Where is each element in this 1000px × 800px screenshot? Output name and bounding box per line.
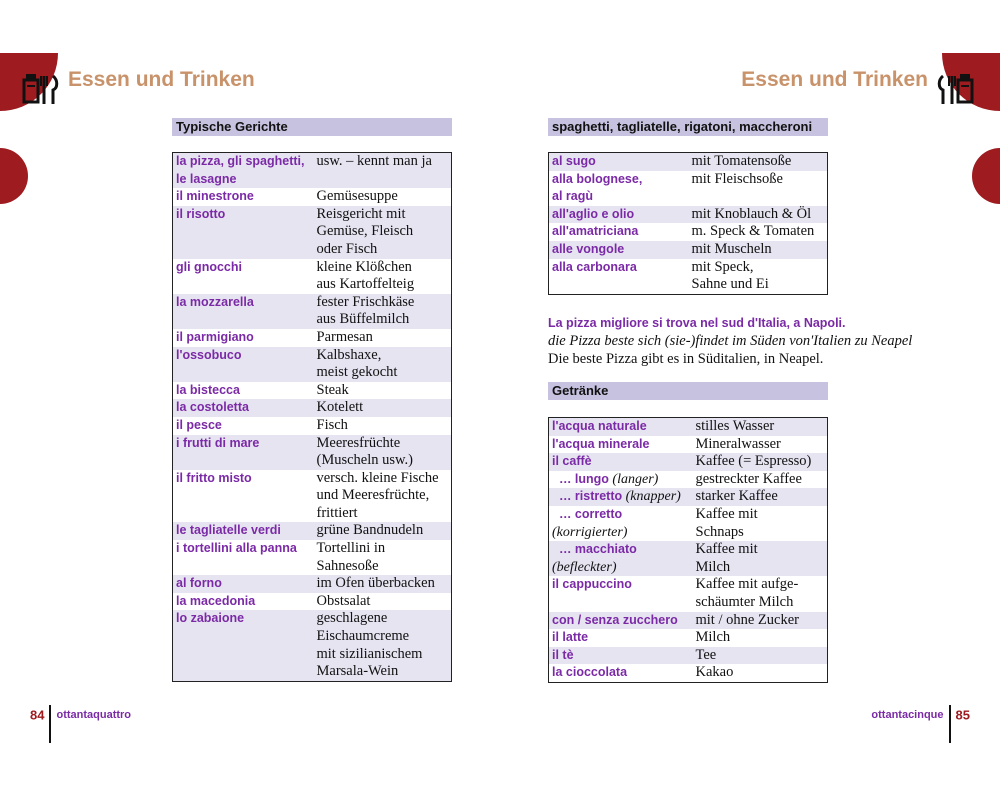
italian-term — [549, 436, 693, 454]
page-number-word: ottantaquattro — [56, 708, 132, 721]
table-row — [173, 470, 452, 523]
italian-term-text: il minestrone — [176, 189, 254, 204]
italian-term — [549, 418, 693, 436]
german-translation: im Ofen überbacken — [314, 575, 452, 593]
table-row — [173, 329, 452, 347]
german-translation: Tee — [693, 647, 828, 665]
german-translation: kleine Klößchen aus Kartoffelteig — [316, 258, 415, 293]
italian-term — [549, 453, 693, 471]
italian-term — [549, 488, 693, 506]
italian-term-text: gli gnocchi — [176, 259, 242, 274]
italian-term — [173, 610, 314, 681]
section-header-drinks: Getränke — [548, 382, 828, 400]
table-row — [173, 347, 452, 382]
page-footer-right — [871, 706, 970, 744]
italian-term-text: lo zabaione — [176, 611, 245, 626]
italian-term-text: al sugo — [552, 154, 596, 168]
german-translation: mit Muscheln — [689, 241, 828, 259]
german-translation: mit Fleischsoße — [691, 170, 783, 187]
italian-term — [549, 153, 689, 171]
german-translation: Steak — [316, 381, 349, 398]
literal-translation: (langer) — [612, 471, 659, 487]
italian-term-text: la cioccolata — [552, 665, 628, 680]
sentence-italian: La pizza migliore si trova nel sud d'Italia, a Napoli. — [548, 316, 846, 330]
italian-term — [173, 417, 314, 435]
italian-term-text: la costoletta — [176, 400, 249, 415]
page-number: 85 — [955, 707, 970, 723]
italian-term-text: … lungo — [552, 471, 609, 486]
table-row — [549, 488, 828, 506]
italian-term-text: … macchiato — [552, 542, 637, 557]
italian-term — [549, 506, 693, 541]
german-translation: stilles Wasser — [693, 418, 828, 436]
table-row — [549, 223, 828, 241]
italian-term-text: i tortellini alla panna — [176, 541, 297, 556]
table-row — [549, 453, 828, 471]
german-translation: mit / ohne Zucker — [693, 612, 828, 630]
table-row — [549, 418, 828, 436]
table-row — [173, 259, 452, 294]
page-number: 84 — [30, 707, 45, 723]
italian-term-text: al forno — [176, 576, 222, 591]
german-translation: gestreckter Kaffee — [695, 470, 802, 487]
table-row — [173, 294, 452, 329]
table-row — [549, 647, 828, 665]
table-row — [173, 153, 452, 189]
italian-term-text: i frutti di mare — [176, 435, 260, 450]
italian-term — [173, 153, 314, 189]
german-translation: mit Speck, Sahne und Ei — [691, 258, 769, 293]
table-row — [173, 575, 452, 593]
italian-term — [173, 522, 314, 540]
table-row — [173, 522, 452, 540]
italian-term-text: la bistecca — [176, 382, 240, 397]
table-row — [549, 206, 828, 224]
german-translation: Kotelett — [314, 399, 452, 417]
italian-term-text: il cappuccino — [552, 577, 632, 592]
german-translation: geschlagene Eischaumcreme mit sizilianischem Marsala-Wein — [314, 610, 452, 681]
german-translation: mit Knoblauch & Öl — [689, 206, 828, 224]
italian-term — [173, 399, 314, 417]
italian-term — [173, 294, 314, 329]
page-number-word: ottantacinque — [871, 708, 944, 721]
italian-term-text: all'amatriciana — [552, 224, 639, 239]
italian-term — [173, 188, 314, 206]
italian-term-text: all'aglio e olio — [552, 206, 635, 221]
italian-term-text: il caffè — [552, 454, 592, 469]
italian-term — [549, 223, 689, 241]
table-row — [173, 382, 452, 400]
literal-translation: (befleckter) — [552, 559, 617, 575]
table-row — [173, 435, 452, 470]
italian-term — [173, 206, 314, 259]
table-row — [549, 153, 828, 171]
drinks-table — [548, 417, 828, 683]
italian-term-text: il tè — [552, 647, 574, 662]
italian-term — [173, 329, 314, 347]
italian-term-text: l'ossobuco — [176, 347, 242, 362]
italian-term-text: alla carbonara — [552, 259, 637, 274]
german-translation: Parmesan — [316, 328, 373, 345]
table-row — [549, 241, 828, 259]
italian-term-text: il latte — [552, 630, 589, 645]
italian-term-text: … ristretto — [552, 489, 623, 504]
italian-term — [549, 541, 693, 576]
literal-translation: (knapper) — [625, 489, 681, 505]
italian-term-text: … corretto — [552, 506, 623, 521]
example-sentence — [548, 314, 978, 368]
german-translation: m. Speck & Tomaten — [691, 223, 815, 240]
german-translation: usw. – kennt man ja — [314, 153, 452, 189]
table-row — [173, 540, 452, 575]
italian-term-text: la pizza, gli spaghetti, le lasagne — [176, 154, 305, 186]
table-row — [549, 259, 828, 295]
italian-term — [173, 382, 314, 400]
table-row — [549, 664, 828, 682]
italian-term — [549, 629, 693, 647]
italian-term — [173, 259, 314, 294]
table-row — [549, 576, 828, 611]
table-row — [549, 471, 828, 489]
italian-term-text: l'acqua minerale — [552, 436, 650, 451]
food-drink-icon — [22, 72, 62, 108]
table-row — [173, 188, 452, 206]
german-translation: versch. kleine Fische und Meeresfrüchte, frittiert — [316, 469, 439, 521]
italian-term — [549, 171, 689, 206]
page-footer-left — [30, 706, 131, 744]
german-translation: Mineralwasser — [695, 435, 781, 452]
table-row — [549, 629, 828, 647]
italian-term — [173, 435, 314, 470]
pasta-sauces-table — [548, 152, 828, 295]
german-translation: Kaffee mit Milch — [693, 541, 828, 576]
footer-divider — [949, 705, 951, 743]
italian-term — [549, 471, 693, 489]
section-header-typical-dishes: Typische Gerichte — [172, 118, 452, 136]
italian-term — [549, 612, 693, 630]
german-translation: mit Tomatensoße — [689, 153, 828, 171]
italian-term-text: il risotto — [176, 206, 226, 221]
italian-term-text: l'acqua naturale — [552, 419, 647, 433]
german-translation: starker Kaffee — [693, 488, 828, 506]
table-row — [549, 506, 828, 541]
german-translation: fester Frischkäse aus Büffelmilch — [314, 294, 452, 329]
italian-term — [173, 347, 314, 382]
table-row — [173, 610, 452, 681]
right-page — [500, 0, 1000, 800]
italian-term — [549, 664, 693, 682]
italian-term-text: il parmigiano — [176, 329, 254, 344]
italian-term — [549, 259, 689, 295]
german-translation: Kakao — [695, 664, 734, 681]
italian-term — [549, 241, 689, 259]
german-translation: Kaffee mit Schnaps — [695, 505, 758, 540]
german-translation: Tortellini in Sahnesoße — [316, 540, 386, 574]
sentence-literal: die Pizza beste sich (sie-)findet im Süden von'Italien zu Neapel — [548, 333, 913, 349]
italian-term-text: il fritto misto — [176, 470, 252, 485]
table-row — [173, 417, 452, 435]
table-row — [549, 541, 828, 576]
food-drink-icon — [934, 72, 974, 108]
german-translation: grüne Bandnudeln — [314, 522, 452, 540]
italian-term — [549, 576, 693, 611]
thumb-tab — [972, 148, 1000, 204]
german-translation: Fisch — [316, 416, 348, 433]
thumb-tab — [0, 148, 28, 204]
italian-term-text: le tagliatelle verdi — [176, 523, 281, 538]
table-row — [173, 206, 452, 259]
table-row — [549, 171, 828, 206]
italian-term — [173, 470, 314, 523]
sentence-german: Die beste Pizza gibt es in Süditalien, in Neapel. — [548, 351, 824, 367]
german-translation: Gemüsesuppe — [316, 188, 398, 205]
italian-term-text: con / senza zucchero — [552, 612, 678, 627]
german-translation: Reisgericht mit Gemüse, Fleisch oder Fisch — [314, 206, 452, 259]
italian-term — [173, 593, 314, 611]
italian-term — [173, 575, 314, 593]
table-row — [173, 399, 452, 417]
german-translation: Milch — [695, 629, 731, 646]
german-translation: Meeresfrüchte (Muscheln usw.) — [314, 435, 452, 470]
chapter-title: Essen und Trinken — [68, 68, 255, 91]
italian-term — [549, 206, 689, 224]
italian-term-text: il pesce — [176, 417, 222, 432]
dishes-table — [172, 152, 452, 682]
italian-term — [549, 647, 693, 665]
table-row — [549, 612, 828, 630]
chapter-title: Essen und Trinken — [741, 68, 928, 91]
literal-translation: (korrigierter) — [552, 524, 628, 540]
german-translation: Kalbshaxe, meist gekocht — [314, 347, 452, 382]
footer-divider — [49, 705, 51, 743]
table-row — [549, 436, 828, 454]
german-translation: Kaffee mit aufge- schäumter Milch — [695, 576, 799, 610]
table-row — [173, 593, 452, 611]
german-translation: Obstsalat — [316, 592, 371, 609]
section-header-pasta: spaghetti, tagliatelle, rigatoni, maccheroni — [548, 118, 828, 136]
italian-term-text: alle vongole — [552, 241, 625, 256]
italian-term — [173, 540, 314, 575]
italian-term-text: la macedonia — [176, 593, 256, 608]
italian-term-text: la mozzarella — [176, 294, 254, 309]
german-translation: Kaffee (= Espresso) — [693, 453, 828, 471]
italian-term-text: alla bolognese, al ragù — [552, 171, 643, 204]
